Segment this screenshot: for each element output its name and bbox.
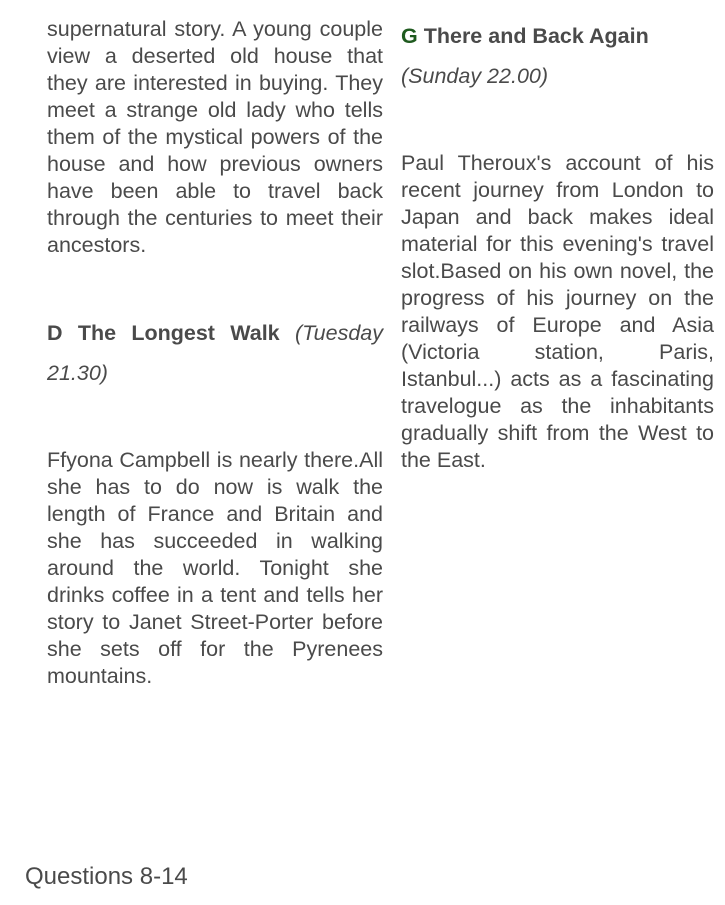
section-g-time: (Sunday 22.00)	[401, 64, 549, 88]
spacer	[47, 259, 383, 313]
section-g-body: Paul Theroux's account of his recent journey from London to Japan and back makes ideal material for this evening's travel slot.Based on his own novel, the progress of his journey on the railways of Europe and Asia (Victoria station, Paris, Istanbul...) acts as a fascinating travelogue as the inhabitants gradually shift from the West to the East.	[401, 151, 714, 472]
section-d-body: Ffyona Campbell is nearly there.All she has to do now is walk the length of France and Britain and she has succeeded in walking around the world. Tonight she drinks coffee in a tent and tells her story to Janet Street-Porter before she sets off for the Pyrenees mountains.	[47, 448, 383, 688]
section-d-title: D The Longest Walk	[47, 321, 280, 345]
section-g-heading	[401, 16, 714, 56]
spacer	[47, 393, 383, 447]
questions-label: Questions 8-14	[25, 863, 188, 890]
section-d-heading	[47, 313, 383, 393]
spacer	[401, 96, 714, 150]
section-g-letter: G	[401, 24, 418, 48]
section-g-title: There and Back Again	[423, 24, 649, 48]
left-column	[47, 16, 383, 690]
section-d-time: (Tuesday 21.30)	[47, 321, 383, 385]
right-column	[401, 16, 714, 474]
intro-paragraph: supernatural story. A young couple view a deserted old house that they are interested in buying. They meet a strange old lady who tells them of the mystical powers of the house and how previous owners have been able to travel back through the centuries to meet their ancestors.	[47, 17, 383, 257]
